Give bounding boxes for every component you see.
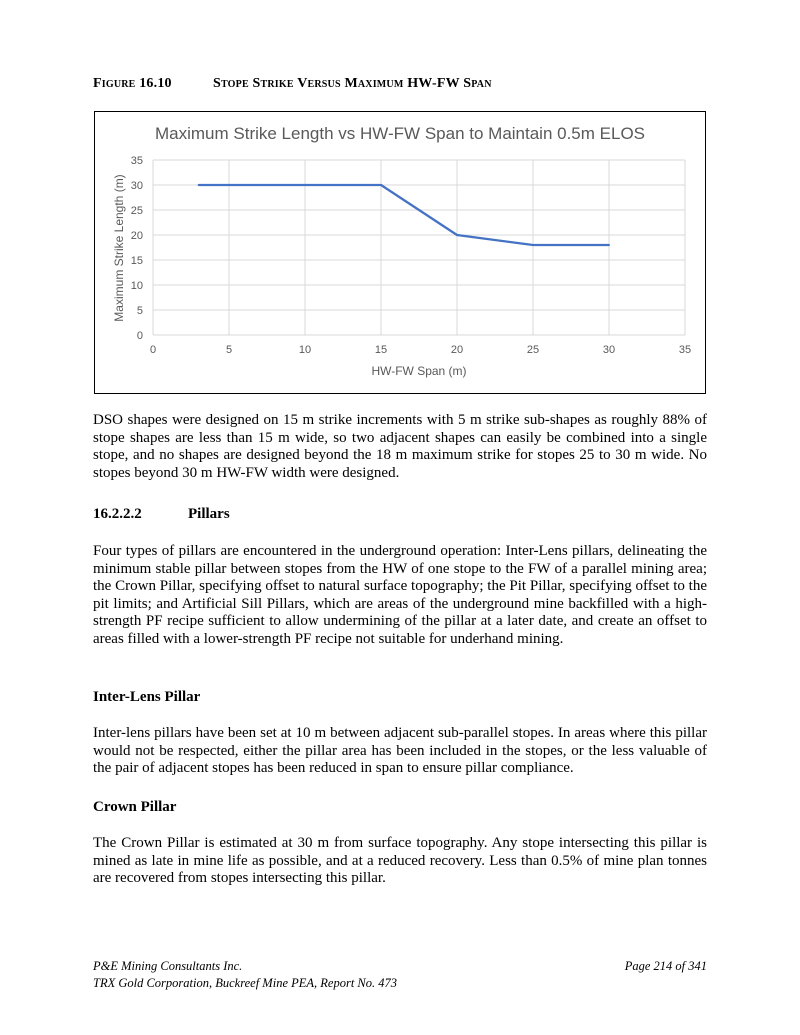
footer-company: P&E Mining Consultants Inc.: [93, 959, 243, 973]
figure-number: Figure 16.10: [93, 76, 172, 91]
paragraph-dso-shapes: DSO shapes were designed on 15 m strike increments with 5 m strike sub-shapes as roughly 88% of stope shapes are less than 15 m wide, so two adjacent shapes can easily be combined into a single stope, and no shapes are designed beyond the 18 m maximum strike for stopes 25 to 30 m wide. No stopes beyond 30 m HW-FW width were designed.: [93, 412, 707, 481]
section-number: 16.2.2.2: [93, 506, 142, 522]
x-tick-label: 30: [602, 344, 616, 356]
subheading-inter-lens-pillar: Inter-Lens Pillar: [93, 689, 201, 705]
line-chart: [95, 112, 705, 393]
y-tick-label: 35: [130, 155, 143, 167]
chart-frame: [94, 111, 706, 394]
chart-series: [198, 184, 610, 246]
footer-page-number: Page 214 of 341: [624, 959, 707, 973]
data-point: [198, 184, 200, 186]
series-line: [199, 185, 609, 245]
footer-report: TRX Gold Corporation, Buckreef Mine PEA, Report No. 473: [93, 976, 398, 990]
data-point: [456, 234, 458, 236]
x-tick-label: 0: [149, 344, 157, 356]
data-point: [532, 244, 534, 246]
data-point: [380, 184, 382, 186]
x-tick-label: 20: [450, 344, 464, 356]
figure-caption: [93, 76, 492, 92]
paragraph-crown-pillar: The Crown Pillar is estimated at 30 m from surface topography. Any stope intersecting this pillar is mined as late in mine life as possible, and at a reduced recovery. Less than 0.5% of mine plan tonnes are recovered from stopes intersecting this pillar.: [93, 835, 707, 886]
figure-title: Stope Strike Versus Maximum HW-FW Span: [213, 76, 492, 91]
section-title: Pillars: [188, 506, 230, 522]
x-axis-label: HW-FW Span (m): [371, 364, 467, 378]
paragraph-inter-lens-pillar: Inter-lens pillars have been set at 10 m between adjacent sub-parallel stopes. In areas where this pillar would not be respected, either the pillar area has been included in the stopes, or the less valuable of the pair of adjacent stopes has been reduced in span to ensure pillar compliance.: [93, 725, 707, 776]
subheading-crown-pillar: Crown Pillar: [93, 799, 177, 815]
y-tick-label: 30: [130, 180, 143, 192]
y-tick-label: 0: [136, 330, 143, 342]
y-tick-label: 20: [130, 230, 143, 242]
x-tick-label: 35: [678, 344, 692, 356]
page-footer: [93, 958, 707, 992]
y-axis-label: Maximum Strike Length (m): [112, 174, 126, 322]
y-tick-label: 25: [130, 205, 143, 217]
x-tick-label: 5: [225, 344, 233, 356]
y-tick-label: 10: [130, 280, 143, 292]
data-point: [608, 244, 610, 246]
x-tick-label: 15: [374, 344, 388, 356]
chart-title: Maximum Strike Length vs HW-FW Span to Maintain 0.5m ELOS: [154, 124, 646, 143]
chart-grid: [153, 160, 685, 335]
x-tick-label: 25: [526, 344, 540, 356]
y-tick-label: 15: [130, 255, 143, 267]
paragraph-pillar-types: Four types of pillars are encountered in the underground operation: Inter-Lens pillars, delineating the minimum stable pillar between stopes from the HW of one stope to the FW of a parallel mining area; the Crown Pillar, specifying offset to natural surface topography; the Pit Pillar, specifying offset to the pit limits; and Artificial Sill Pillars, which are areas of the underground mine backfilled with a high-strength PF recipe sufficient to allow undermining of the pillar at a later date, and create an offset to areas filled with a lower-strength PF recipe not suitable for underhand mining.: [93, 543, 707, 647]
x-tick-label: 10: [298, 344, 312, 356]
y-tick-label: 5: [136, 305, 143, 317]
section-heading: [93, 506, 230, 523]
